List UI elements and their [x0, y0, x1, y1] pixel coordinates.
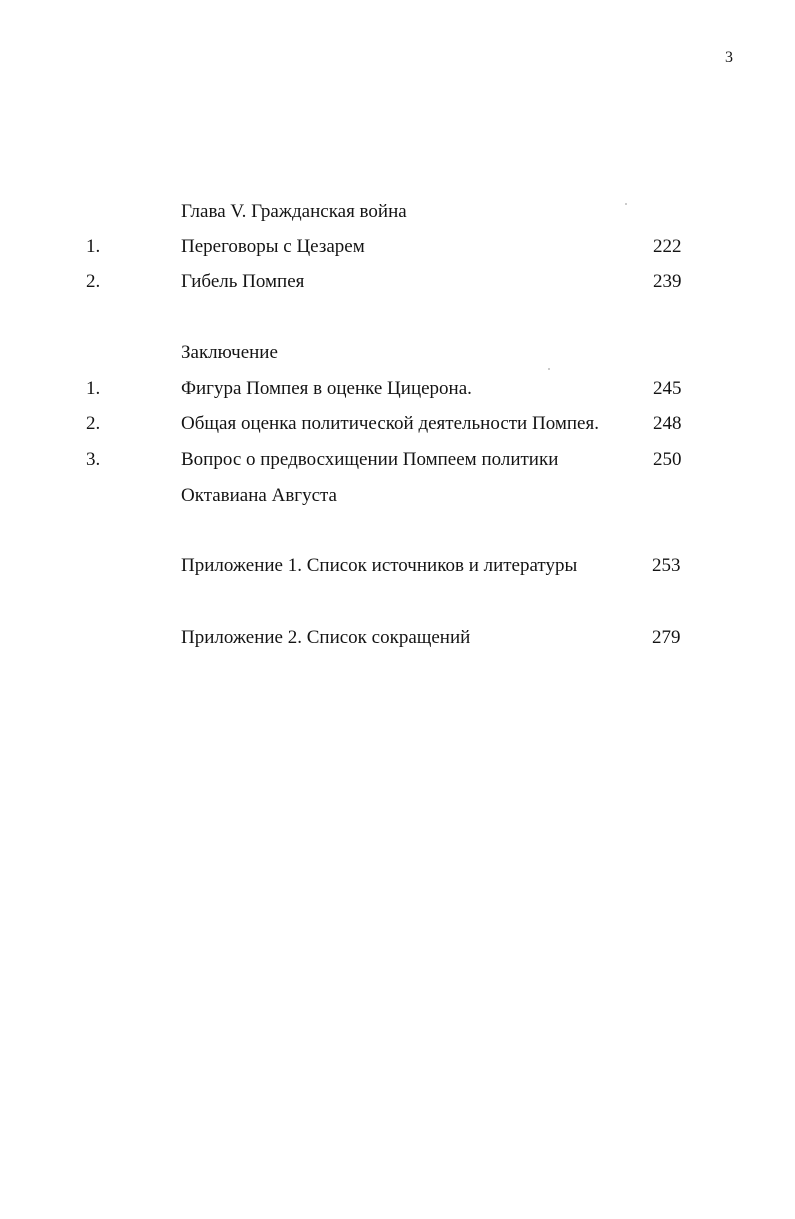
appendix-title: Приложение 2. Список сокращений: [181, 627, 471, 648]
toc-entry-page: 239: [653, 271, 682, 292]
toc-entry-page: 245: [653, 378, 682, 399]
toc-entry-title-continuation: Октавиана Августа: [181, 485, 337, 506]
toc-entry-number: 1.: [86, 378, 101, 399]
scan-speck: [625, 203, 627, 205]
appendix-page: 279: [652, 627, 681, 648]
toc-entry-title: Переговоры с Цезарем: [181, 236, 365, 257]
toc-entry-title: Фигура Помпея в оценке Цицерона.: [181, 378, 472, 399]
toc-entry-page: 250: [653, 449, 682, 470]
toc-entry-number: 2.: [86, 413, 101, 434]
toc-entry-page: 222: [653, 236, 682, 257]
chapter-heading: Глава V. Гражданская война: [181, 201, 407, 222]
appendix-title: Приложение 1. Список источников и литературы: [181, 555, 578, 576]
toc-entry-title: Гибель Помпея: [181, 271, 305, 292]
toc-entry-page: 248: [653, 413, 682, 434]
page-number: 3: [725, 49, 733, 66]
appendix-page: 253: [652, 555, 681, 576]
scan-speck: [548, 368, 550, 370]
toc-entry-number: 2.: [86, 271, 101, 292]
toc-entry-number: 1.: [86, 236, 101, 257]
toc-entry-title: Вопрос о предвосхищении Помпеем политики: [181, 449, 559, 470]
conclusion-heading: Заключение: [181, 342, 278, 363]
toc-entry-number: 3.: [86, 449, 101, 470]
toc-entry-title: Общая оценка политической деятельности Помпея.: [181, 413, 599, 434]
